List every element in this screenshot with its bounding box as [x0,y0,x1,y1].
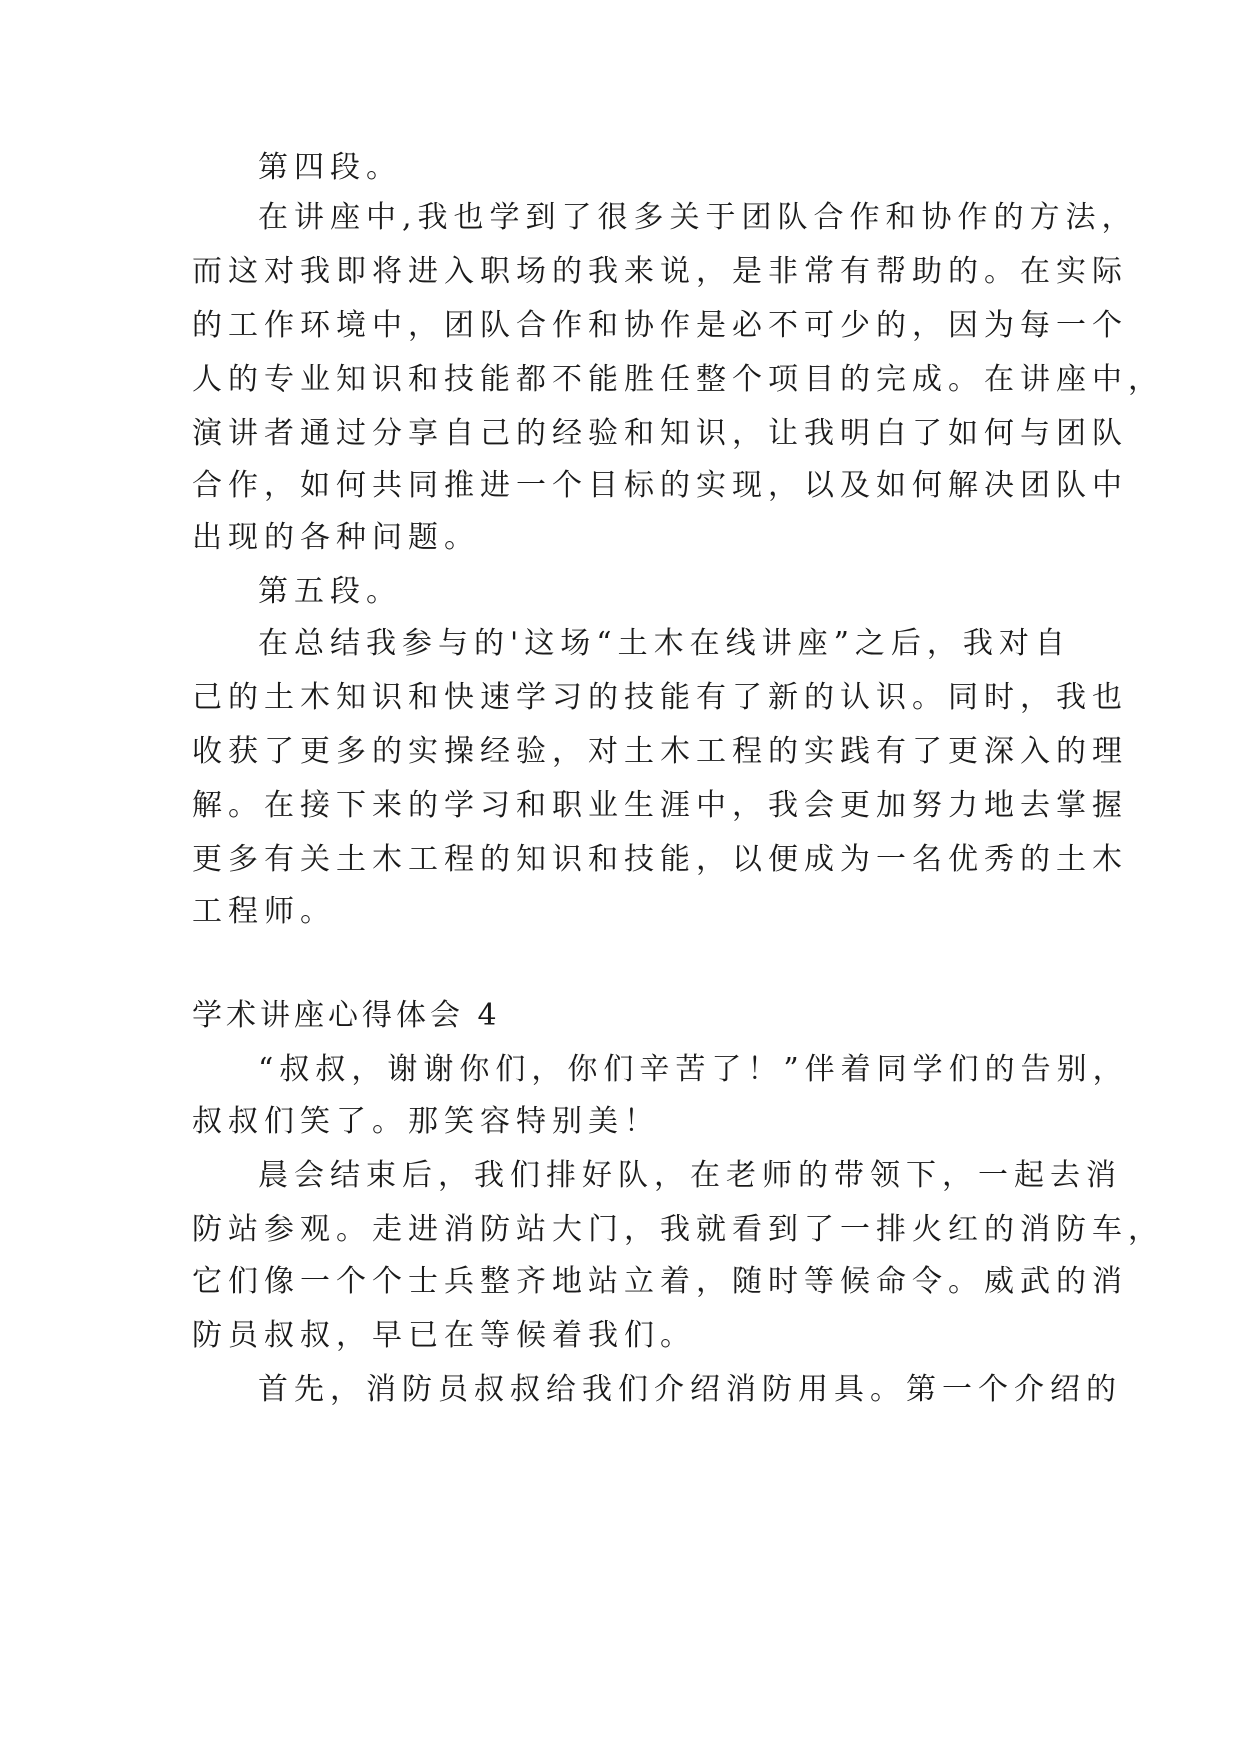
paragraph-line: 叔叔们笑了。那笑容特别美！ [192,1104,660,1139]
paragraph-line: 防员叔叔，早已在等候着我们。 [192,1318,696,1353]
paragraph-line: 出现的各种问题。 [192,520,480,555]
paragraph-line: 人的专业知识和技能都不能胜任整个项目的完成。在讲座中， [192,362,1164,397]
section-heading: 学术讲座心得体会 4 [192,998,501,1033]
paragraph-line: 首先，消防员叔叔给我们介绍消防用具。第一个介绍的 [258,1372,1122,1407]
paragraph-line: 更多有关土木工程的知识和技能，以便成为一名优秀的土木 [192,842,1128,877]
paragraph-line: 收获了更多的实操经验，对土木工程的实践有了更深入的理 [192,734,1128,769]
paragraph-line: 它们像一个个士兵整齐地站立着，随时等候命令。威武的消 [192,1264,1128,1299]
paragraph-line: 工程师。 [192,894,336,929]
paragraph-line: 己的土木知识和快速学习的技能有了新的认识。同时，我也 [192,680,1128,715]
paragraph-line: 解。在接下来的学习和职业生涯中，我会更加努力地去掌握 [192,788,1128,823]
paragraph-line: 而这对我即将进入职场的我来说，是非常有帮助的。在实际 [192,254,1128,289]
paragraph-line: 晨会结束后，我们排好队，在老师的带领下，一起去消 [258,1158,1122,1193]
paragraph-line: 在总结我参与的'这场“土木在线讲座”之后，我对自 [258,626,1071,661]
paragraph-line: “叔叔，谢谢你们，你们辛苦了！”伴着同学们的告别， [258,1052,1129,1087]
paragraph-line: 在讲座中,我也学到了很多关于团队合作和协作的方法， [258,200,1138,235]
paragraph-line: 的工作环境中，团队合作和协作是必不可少的，因为每一个 [192,308,1128,343]
paragraph-line: 演讲者通过分享自己的经验和知识，让我明白了如何与团队 [192,416,1128,451]
section-marker-5: 第五段。 [258,574,402,609]
section-marker-4: 第四段。 [258,150,402,185]
paragraph-line: 合作，如何共同推进一个目标的实现，以及如何解决团队中 [192,468,1128,503]
paragraph-line: 防站参观。走进消防站大门，我就看到了一排火红的消防车， [192,1212,1164,1247]
